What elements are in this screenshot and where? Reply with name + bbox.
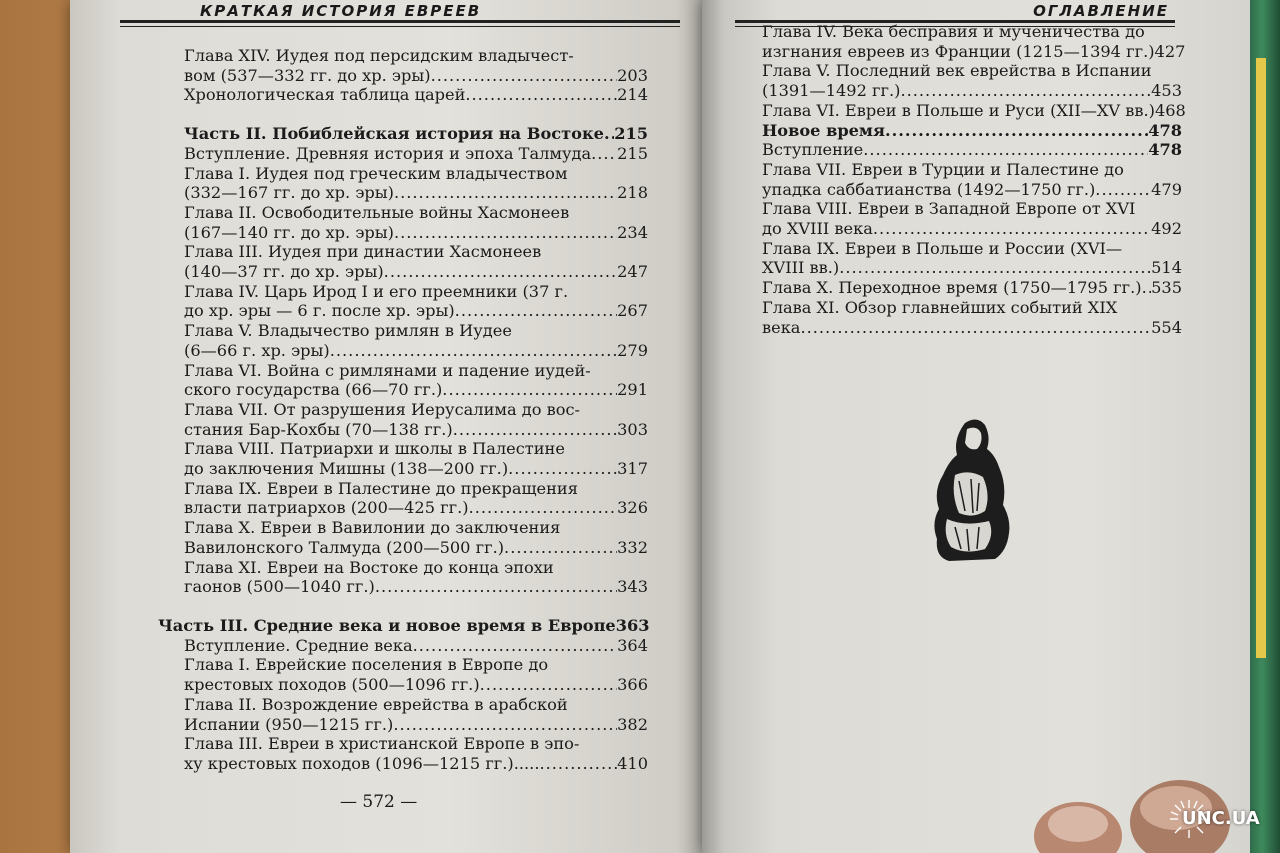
toc-entry	[158, 695, 648, 734]
toc-page-number: 514	[1151, 258, 1182, 278]
toc-leader-dots	[504, 538, 617, 558]
toc-page-number: 364	[617, 635, 648, 655]
toc-entry-title: до заключения Мишны (138—200 гг.)	[184, 459, 509, 479]
toc-leader-dots	[885, 121, 1148, 141]
toc-entry-title: Глава XI. Обзор главнейших событий XIX	[762, 297, 1118, 317]
book-cover-edge	[1250, 0, 1280, 853]
toc-entry-title: Часть II. Побиблейская история на Востоке	[184, 124, 604, 144]
toc-leader-dots	[900, 81, 1151, 101]
toc-entry-title: крестовых походов (500—1096 гг.)	[184, 675, 480, 695]
toc-leader-dots	[330, 341, 617, 361]
toc-leader-dots	[873, 219, 1151, 239]
toc-entry-title: ского государства (66—70 гг.)	[184, 380, 443, 400]
toc-entry	[762, 199, 1182, 238]
running-header-contents: ОГЛАВЛЕНИЕ	[1033, 2, 1169, 20]
toc-page-number: 535	[1151, 278, 1182, 298]
toc-entry	[158, 734, 648, 773]
toc-leader-dots	[393, 715, 617, 735]
toc-leader-dots	[394, 183, 617, 203]
toc-page-number: 382	[617, 714, 648, 734]
toc-entry-title: Хронологическая таблица царей	[184, 85, 466, 105]
toc-entry-title: (1391—1492 гг.)	[762, 81, 901, 101]
toc-page-number: 218	[617, 183, 648, 203]
toc-entry	[762, 140, 1182, 160]
table-of-contents-right	[762, 22, 1186, 337]
page-number: — 572 —	[340, 792, 418, 812]
toc-entry	[158, 400, 648, 439]
toc-entry-title: Глава II. Возрождение еврейства в арабской	[184, 694, 568, 714]
toc-page-number: 343	[617, 577, 648, 597]
toc-page-number: 279	[617, 340, 648, 360]
toc-entry-title: Новое время	[762, 120, 885, 140]
running-header-title: КРАТКАЯ ИСТОРИЯ ЕВРЕЕВ	[200, 2, 482, 20]
seated-scholar-illustration-icon	[925, 415, 1017, 565]
toc-entry	[158, 321, 648, 360]
toc-entry	[158, 242, 648, 281]
toc-page-number: 215	[614, 124, 648, 144]
toc-entry-title: Вступление. Средние века	[184, 635, 413, 655]
toc-page-number: 326	[617, 498, 648, 518]
toc-entry	[158, 164, 648, 203]
toc-entry	[158, 46, 648, 85]
toc-entry	[158, 636, 648, 656]
watermark	[1168, 796, 1276, 846]
toc-entry-title: (6—66 г. хр. эры)	[184, 340, 330, 360]
toc-entry-title: Глава X. Евреи в Вавилонии до заключения	[184, 518, 561, 538]
toc-entry-title: Испании (950—1215 гг.)	[184, 714, 394, 734]
toc-entry-title: Глава X. Переходное время (1750—1795 гг.)	[762, 278, 1142, 298]
toc-page-number: 468	[1154, 100, 1186, 120]
toc-entry	[158, 616, 648, 636]
toc-page-number: 215	[617, 143, 648, 163]
toc-entry-title: упадка саббатианства (1492—1750 гг.)	[762, 179, 1096, 199]
toc-page-number: 427	[1154, 41, 1186, 61]
toc-entry-title: (167—140 гг. до хр. эры)	[184, 222, 394, 242]
toc-page-number: 267	[617, 301, 648, 321]
toc-page-number: 332	[617, 537, 648, 557]
toc-leader-dots	[384, 262, 617, 282]
toc-entry-title: Глава V. Владычество римлян в Иудее	[184, 321, 512, 341]
toc-entry	[762, 160, 1182, 199]
toc-entry-title: Глава IX. Евреи в Польше и России (XVI—	[762, 238, 1123, 258]
toc-entry-title: Глава V. Последний век еврейства в Испании	[762, 61, 1152, 81]
toc-entry	[762, 61, 1182, 100]
toc-leader-dots	[1095, 180, 1151, 200]
toc-page-number: 366	[617, 675, 648, 695]
watermark-text: UNC.UA	[1182, 808, 1260, 829]
toc-leader-dots	[591, 144, 617, 164]
toc-leader-dots	[863, 140, 1148, 160]
toc-entry-title: ху крестовых походов (1096—1215 гг.).....	[184, 753, 540, 773]
toc-entry-title: гаонов (500—1040 гг.)	[184, 577, 375, 597]
toc-entry-title: Глава VII. От разрушения Иерусалима до вос-	[184, 399, 581, 419]
toc-entry-title: (332—167 гг. до хр. эры)	[184, 183, 394, 203]
toc-entry-title: власти патриархов (200—425 гг.)	[184, 498, 469, 518]
toc-page-number: 492	[1151, 219, 1182, 239]
toc-leader-dots	[469, 498, 618, 518]
toc-entry-title: Глава VI. Война с римлянами и падение иудей-	[184, 360, 591, 380]
toc-entry	[158, 518, 648, 557]
toc-entry-title: вом (537—332 гг. до хр. эры)	[184, 65, 431, 85]
toc-entry-title: Глава VIII. Евреи в Западной Европе от XVI	[762, 199, 1136, 219]
toc-entry-title: Глава IX. Евреи в Палестине до прекращения	[184, 478, 578, 498]
toc-page-number: 317	[617, 459, 648, 479]
toc-entry-title: Глава XI. Евреи на Востоке до конца эпохи	[184, 557, 554, 577]
toc-leader-dots	[442, 380, 617, 400]
toc-entry	[762, 121, 1182, 141]
toc-leader-dots	[431, 66, 618, 86]
toc-entry-title: стания Бар-Кохбы (70—138 гг.)	[184, 419, 453, 439]
toc-entry-title: Глава VII. Евреи в Турции и Палестине до	[762, 159, 1124, 179]
toc-page-number: 410	[617, 753, 648, 773]
toc-leader-dots	[413, 636, 617, 656]
toc-entry-title: Глава VI. Евреи в Польше и Руси (XII—XV вв.)	[762, 100, 1155, 120]
toc-entry-title: XVIII вв.)	[762, 258, 840, 278]
toc-entry	[762, 298, 1182, 337]
toc-leader-dots	[455, 301, 617, 321]
toc-entry	[762, 239, 1182, 278]
toc-entry-title: (140—37 гг. до хр. эры)	[184, 262, 384, 282]
toc-entry	[158, 203, 648, 242]
toc-page-number: 478	[1148, 120, 1182, 140]
running-header-left	[120, 0, 680, 30]
toc-entry	[158, 124, 648, 144]
toc-entry-title: Вступление	[762, 140, 864, 160]
toc-entry-title: изгнания евреев из Франции (1215—1394 гг.)	[762, 41, 1155, 61]
toc-entry-title: Глава XIV. Иудея под персидским владычест-	[184, 46, 574, 65]
toc-page-number: 303	[617, 419, 648, 439]
toc-page-number: 291	[617, 380, 648, 400]
toc-leader-dots	[453, 420, 617, 440]
toc-leader-dots	[839, 258, 1151, 278]
toc-page-number: 478	[1148, 140, 1182, 160]
toc-page-number: 554	[1151, 317, 1182, 337]
toc-leader-dots	[1142, 278, 1152, 298]
toc-leader-dots	[539, 754, 617, 774]
toc-entry	[158, 85, 648, 105]
toc-entry	[158, 558, 648, 597]
toc-entry-title: Глава II. Освободительные войны Хасмонеев	[184, 202, 570, 222]
toc-entry-title: Вступление. Древняя история и эпоха Талмуда	[184, 143, 592, 163]
toc-entry-title: Глава III. Иудея при династии Хасмонеев	[184, 242, 542, 262]
toc-leader-dots	[604, 124, 614, 144]
toc-entry-title: Вавилонского Талмуда (200—500 гг.)	[184, 537, 505, 557]
toc-entry-title: Глава I. Еврейские поселения в Европе до	[184, 655, 549, 675]
toc-page-number: 214	[617, 85, 648, 105]
toc-entry-title: Глава IV. Века бесправия и мученичества до	[762, 22, 1145, 41]
toc-entry-title: Глава IV. Царь Ирод I и его преемники (37 г.	[184, 281, 569, 301]
toc-entry	[158, 361, 648, 400]
toc-entry	[158, 439, 648, 478]
toc-entry-title: века	[762, 317, 801, 337]
toc-entry-title: Глава I. Иудея под греческим владычеством	[184, 163, 568, 183]
toc-entry	[762, 100, 1186, 121]
toc-leader-dots	[375, 577, 617, 597]
toc-entry-title: Глава III. Евреи в христианской Европе в эпо-	[184, 734, 580, 754]
toc-leader-dots	[480, 675, 617, 695]
toc-page-number: 363	[615, 615, 650, 635]
toc-leader-dots	[394, 223, 617, 243]
toc-entry	[158, 282, 648, 321]
toc-entry-title: до XVIII века	[762, 219, 873, 239]
toc-leader-dots	[508, 459, 617, 479]
toc-entry-title: Часть III. Средние века и новое время в Европе	[158, 615, 616, 635]
toc-page-number: 479	[1151, 179, 1182, 199]
toc-page-number: 203	[617, 65, 648, 85]
toc-entry	[158, 144, 648, 164]
toc-entry-title: Глава VIII. Патриархи и школы в Палестине	[184, 439, 565, 459]
toc-page-number: 453	[1151, 81, 1182, 101]
toc-page-number: 234	[617, 222, 648, 242]
toc-entry	[762, 278, 1182, 298]
toc-entry	[762, 22, 1186, 61]
toc-entry	[158, 479, 648, 518]
toc-leader-dots	[465, 85, 617, 105]
toc-leader-dots	[800, 318, 1151, 338]
toc-entry-title: до хр. эры — 6 г. после хр. эры)	[184, 301, 455, 321]
toc-page-number: 247	[617, 262, 648, 282]
table-of-contents-left	[158, 46, 648, 774]
toc-entry	[158, 655, 648, 694]
